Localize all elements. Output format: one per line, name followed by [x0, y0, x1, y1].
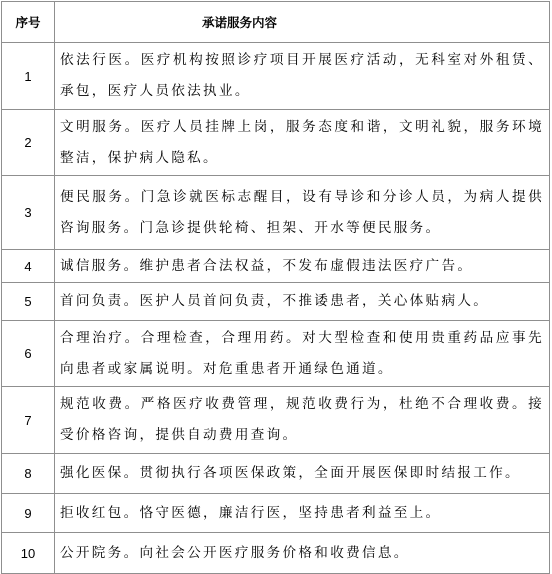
table-row — [2, 454, 550, 494]
table-row — [2, 533, 550, 574]
row-number: 7 — [2, 387, 55, 454]
row-content: 诚信服务。维护患者合法权益，不发布虚假违法医疗广告。 — [55, 250, 550, 283]
row-content: 便民服务。门急诊就医标志醒目，设有导诊和分诊人员，为病人提供咨询服务。门急诊提供轮椅、担架、开水等便民服务。 — [55, 176, 550, 250]
header-content: 承诺服务内容 — [55, 2, 550, 43]
row-content: 公开院务。向社会公开医疗服务价格和收费信息。 — [55, 533, 550, 574]
table-row — [2, 283, 550, 321]
header-number: 序号 — [2, 2, 55, 43]
service-commitment-table — [1, 1, 550, 574]
table-header-row — [2, 2, 550, 43]
row-number: 4 — [2, 250, 55, 283]
table-row — [2, 250, 550, 283]
row-content: 合理治疗。合理检查，合理用药。对大型检查和使用贵重药品应事先向患者或家属说明。对危重患者开通绿色通道。 — [55, 321, 550, 387]
row-number: 2 — [2, 110, 55, 176]
row-content: 拒收红包。恪守医德，廉洁行医，坚持患者利益至上。 — [55, 494, 550, 533]
row-content: 首问负责。医护人员首问负责，不推诿患者，关心体贴病人。 — [55, 283, 550, 321]
row-number: 5 — [2, 283, 55, 321]
row-content: 强化医保。贯彻执行各项医保政策，全面开展医保即时结报工作。 — [55, 454, 550, 494]
table-row — [2, 110, 550, 176]
table-row — [2, 321, 550, 387]
table-row — [2, 387, 550, 454]
row-content: 依法行医。医疗机构按照诊疗项目开展医疗活动，无科室对外租赁、承包，医疗人员依法执业。 — [55, 43, 550, 110]
table-row — [2, 176, 550, 250]
table-row — [2, 494, 550, 533]
row-content: 文明服务。医疗人员挂牌上岗，服务态度和谐，文明礼貌，服务环境整洁，保护病人隐私。 — [55, 110, 550, 176]
row-number: 1 — [2, 43, 55, 110]
row-number: 9 — [2, 494, 55, 533]
row-content: 规范收费。严格医疗收费管理，规范收费行为，杜绝不合理收费。接受价格咨询，提供自动费用查询。 — [55, 387, 550, 454]
row-number: 3 — [2, 176, 55, 250]
row-number: 10 — [2, 533, 55, 574]
row-number: 6 — [2, 321, 55, 387]
row-number: 8 — [2, 454, 55, 494]
table-row — [2, 43, 550, 110]
